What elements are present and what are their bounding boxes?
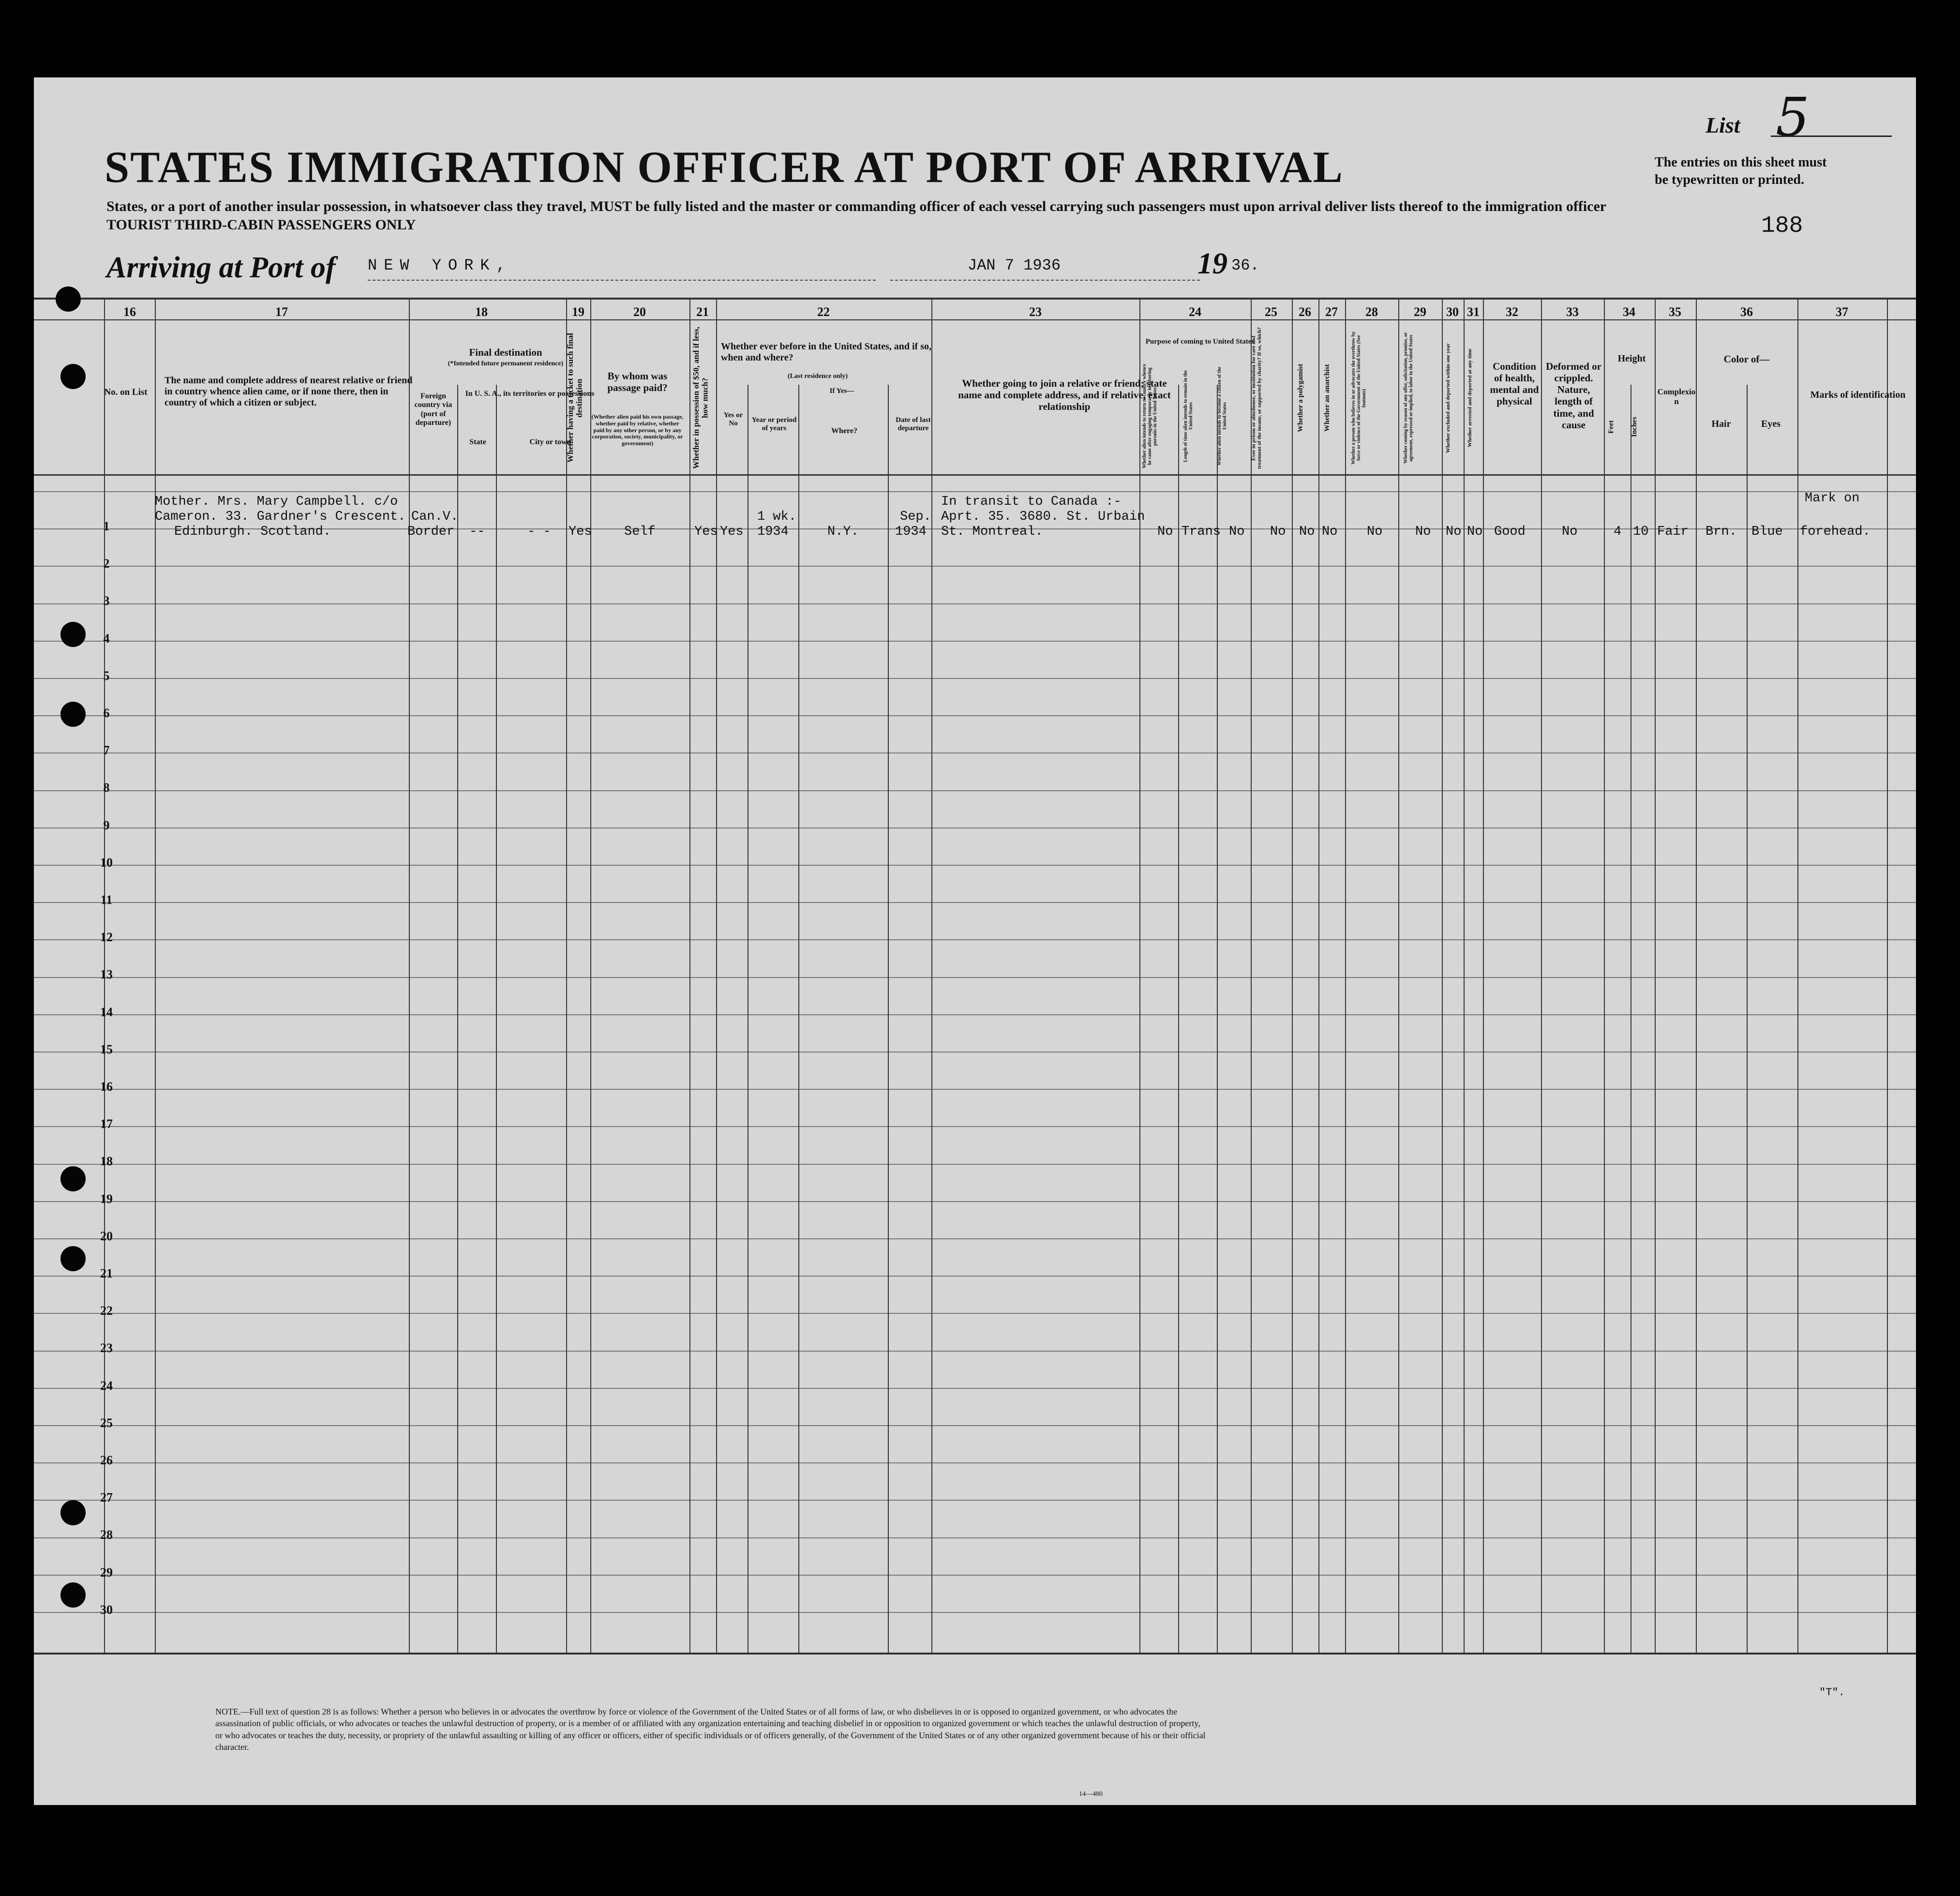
row-rule	[34, 641, 1916, 642]
year-prefix: 19	[1197, 247, 1227, 280]
col22-note: (Last residence only)	[787, 373, 848, 380]
col21-header: Whether in possession of $50, and if less, how much?	[691, 327, 710, 469]
row-number: 16	[100, 1080, 113, 1094]
column-number: 18	[475, 305, 488, 319]
row-number: 3	[103, 594, 110, 608]
column-number: 27	[1325, 305, 1338, 319]
column-number: 26	[1299, 305, 1311, 319]
feet-value: 4	[1614, 525, 1622, 539]
deformed-value: No	[1562, 525, 1578, 539]
col34-header: Height	[1617, 353, 1646, 364]
manifest-sheet	[34, 77, 1916, 1805]
binder-hole	[60, 1166, 86, 1191]
col29-header: Whether coming by reason of any offer, solicitation, promise, or agreement, expressed or implied, to labor in the United States	[1403, 332, 1414, 464]
footnote: NOTE.—Full text of question 28 is as follows: Whether a person who believes in or advocates the overthrow by force or violence of the Government of the United States or of all forms of law, or who disbelieves in or is opposed to organized government, or who advocates the assassination of public officials, or who advocates or teaches the unlawful destruction of property, or is a member of or affiliated with any organization entertaining and teaching disbelief in or opposition to organized government or which teaches the unlawful destruction of property, or who advocates or teaches the duty, necessity, or propriety of the unlawful assaulting or killing of any officer or officers, either of specific individuals or of officers generally, of the Government of the United States or of any other organized government because of his or their official character.	[215, 1707, 1206, 1752]
before-period-1: 1 wk.	[757, 510, 797, 524]
row-rule	[34, 902, 1916, 903]
column-rule	[590, 298, 591, 1653]
entries-note-2: be typewritten or printed.	[1655, 172, 1804, 187]
column-rule	[1483, 298, 1484, 1653]
city-value: - -	[527, 525, 551, 539]
row-number: 2	[103, 557, 110, 571]
health-value: Good	[1494, 525, 1526, 539]
col30-header: Whether excluded and deported within one year	[1445, 343, 1451, 453]
complexion-value: Fair	[1657, 525, 1689, 539]
row-rule	[34, 1313, 1916, 1314]
port-underline	[368, 280, 876, 281]
year-suffix: 36.	[1231, 256, 1259, 274]
marks-line-1: Mark on	[1805, 491, 1860, 506]
column-rule	[1398, 298, 1399, 1653]
column-number: 28	[1365, 305, 1378, 319]
row-number: 10	[100, 855, 113, 870]
column-number: 35	[1669, 305, 1681, 319]
foreign-country-2: Border	[407, 525, 455, 539]
column-number: 17	[275, 305, 288, 319]
col25-header: Ever in prison or almshouse, or institution for care and treatment of the insane, or supported by charity? If so, which?	[1251, 327, 1263, 469]
join-line-2: Aprt. 35. 3680. St. Urbain	[941, 510, 1145, 524]
column-rule	[1251, 298, 1252, 1653]
row-number: 6	[103, 706, 110, 720]
list-number: 5	[1776, 86, 1810, 148]
row-rule	[34, 1201, 1916, 1202]
col26-header: Whether a polygamist	[1297, 363, 1304, 433]
col35-header: Complexion	[1657, 387, 1696, 406]
row-rule	[34, 1164, 1916, 1165]
column-rule	[1345, 298, 1346, 1653]
column-number: 30	[1446, 305, 1459, 319]
row-rule	[34, 1126, 1916, 1127]
column-rule	[888, 385, 889, 1653]
row-rule	[34, 1351, 1916, 1352]
polygamist-value: No	[1299, 525, 1315, 539]
row-rule	[34, 1238, 1916, 1239]
column-rule	[1541, 298, 1542, 1653]
arrested-value: No	[1467, 525, 1483, 539]
column-number: 33	[1566, 305, 1579, 319]
header-bottom-rule	[34, 474, 1916, 476]
row-number: 12	[100, 930, 113, 945]
col24-header: Purpose of coming to United States	[1145, 338, 1255, 346]
row-rule	[34, 1089, 1916, 1090]
row-number: 5	[103, 668, 110, 683]
binder-hole	[56, 286, 81, 312]
col24c-header: Whether alien intends to become a citizen of the United States	[1217, 366, 1227, 466]
col16-header: No. on List	[104, 387, 148, 397]
labor-offer-value: No	[1415, 525, 1431, 539]
column-number: 36	[1740, 305, 1753, 319]
eyes-value: Blue	[1751, 525, 1783, 539]
column-rule	[798, 385, 799, 1653]
port-value: NEW YORK,	[368, 256, 512, 274]
column-rule	[409, 298, 410, 1653]
col22-where-header: Where?	[831, 427, 857, 435]
row-rule	[34, 1014, 1916, 1015]
col28-header: Whether a person who believes in or advocates the overthrow by force or violence of the Government of the United States (See footnote)	[1351, 331, 1367, 465]
row-rule	[34, 1052, 1916, 1053]
binder-hole	[60, 622, 86, 647]
column-number: 32	[1506, 305, 1518, 319]
row-number: 17	[100, 1117, 113, 1131]
page-title: STATES IMMIGRATION OFFICER AT PORT OF ARRIVAL	[105, 142, 1344, 192]
col22-header: Whether ever before in the United States, and if so, when and where?	[721, 341, 931, 363]
column-rule	[1747, 385, 1748, 1653]
before-yesno: Yes	[720, 525, 744, 539]
hair-value: Brn.	[1706, 525, 1737, 539]
binder-hole	[60, 364, 86, 389]
relative-line-3: Edinburgh. Scotland.	[174, 525, 331, 539]
row-rule	[34, 491, 1916, 492]
row-rule	[34, 1500, 1916, 1501]
column-rule	[1604, 298, 1605, 1653]
row-number: 11	[100, 893, 113, 907]
sheet-number: 188	[1761, 213, 1803, 239]
row-rule	[34, 1462, 1916, 1463]
table-bottom-border	[34, 1653, 1916, 1655]
row-rule	[34, 939, 1916, 940]
row-rule	[34, 566, 1916, 567]
col36-eyes-header: Eyes	[1761, 419, 1780, 429]
column-number: 22	[817, 305, 830, 319]
inches-value: 10	[1633, 525, 1649, 539]
row-number: 26	[100, 1453, 113, 1467]
table-top-border	[34, 298, 1916, 300]
row-number: 18	[100, 1154, 113, 1169]
col22-year-header: Year or period of years	[751, 416, 797, 433]
row-number: 27	[100, 1490, 113, 1505]
purpose-length: Trans	[1182, 525, 1221, 539]
row-rule	[34, 1388, 1916, 1389]
column-rule	[496, 385, 497, 1653]
subtitle-2: TOURIST THIRD-CABIN PASSENGERS ONLY	[106, 217, 416, 233]
ticket-value: Yes	[569, 525, 592, 539]
excluded-value: No	[1446, 525, 1462, 539]
sheet-code: "T".	[1819, 1686, 1845, 1699]
row-number: 15	[100, 1042, 113, 1056]
col22-yesno-header: Yes or No	[723, 411, 743, 428]
row-number: 20	[100, 1229, 113, 1243]
column-rule	[566, 298, 567, 1653]
column-rule	[1292, 298, 1293, 1653]
purpose-return: No	[1157, 525, 1173, 539]
col17-header: The name and complete address of nearest relative or friend in country whence alien came, or if none there, then in country of which a citizen or subject.	[165, 375, 413, 408]
column-number: 20	[633, 305, 646, 319]
col18-usa-header: In U. S. A., its territories or possessions	[465, 390, 595, 398]
row-number: 23	[100, 1341, 113, 1355]
join-line-1: In transit to Canada :-	[941, 495, 1122, 509]
column-rule	[457, 385, 458, 1653]
fifty-value: Yes	[694, 525, 718, 539]
date-value: JAN 7 1936	[968, 256, 1061, 274]
row-rule	[34, 1276, 1916, 1277]
col23-header: Whether going to join a relative or friend; state name and complete address, and if relative, exact relationship	[958, 377, 1171, 413]
column-rule	[1139, 298, 1140, 1653]
col22-date-header: Date of last departure	[896, 416, 931, 433]
column-rule	[716, 298, 717, 1653]
col27-header: Whether an anarchist	[1323, 364, 1331, 432]
list-label: List	[1706, 113, 1740, 137]
row-rule	[34, 715, 1916, 716]
paid-by-value: Self	[624, 525, 656, 539]
column-number: 19	[572, 305, 584, 319]
col20-note: (Whether alien paid his own passage, whether paid by relative, whether paid by any other person, or by any corporation, society, municipality, or government)	[591, 413, 684, 447]
row-number: 4	[103, 631, 110, 646]
row-rule	[34, 678, 1916, 679]
row-number: 22	[100, 1304, 113, 1318]
row-number: 9	[103, 818, 110, 832]
subtitle-1: States, or a port of another insular possession, in whatsoever class they travel, MUST be fully listed and the master or commanding officer of each vessel carrying such passengers must upon arrival deliver lists thereof to the immigration officer	[106, 198, 1607, 214]
before-period-2: 1934	[757, 525, 789, 539]
col19-header: Whether having a ticket to such final destination	[566, 333, 584, 463]
row-number: 8	[103, 781, 110, 795]
row-rule	[34, 603, 1916, 604]
col34-feet-header: Feet	[1607, 420, 1615, 434]
purpose-citizen: No	[1229, 525, 1245, 539]
col36-hair-header: Hair	[1711, 419, 1731, 429]
column-rule	[1464, 298, 1465, 1653]
entries-note-1: The entries on this sheet must	[1655, 155, 1827, 170]
col20-header: By whom was passage paid?	[607, 370, 668, 394]
col18-note: (*Intended future permanent residence)	[448, 360, 564, 367]
date-underline	[890, 280, 1200, 281]
column-rule	[1178, 385, 1179, 1653]
row-rule	[34, 865, 1916, 866]
row-rule	[34, 1612, 1916, 1613]
row-number: 13	[100, 967, 113, 982]
col34-inches-header: Inches	[1631, 417, 1638, 437]
column-number-rule	[34, 319, 1916, 320]
arriving-label: Arriving at Port of	[106, 251, 336, 284]
row-number: 29	[100, 1565, 113, 1580]
foreign-country-1: Can.V.	[411, 510, 459, 524]
binder-hole	[60, 1582, 86, 1608]
col22-ifyes: If Yes—	[829, 387, 854, 395]
row-number: 1	[103, 519, 110, 533]
binder-hole	[60, 1246, 86, 1271]
row-number: 19	[100, 1191, 113, 1206]
col24b-header: Length of time alien intends to remain in the United States	[1183, 370, 1194, 462]
row-number: 21	[100, 1266, 113, 1280]
before-date-1: Sep.	[900, 510, 931, 524]
list-underline	[1771, 135, 1892, 137]
column-number: 24	[1189, 305, 1201, 319]
binder-hole	[60, 702, 86, 727]
col37-header: Marks of identification	[1810, 390, 1906, 400]
col18-city-header: City or town	[529, 438, 571, 446]
column-rule	[1442, 298, 1443, 1653]
col18-state-header: State	[469, 438, 486, 446]
marks-line-2: forehead.	[1800, 525, 1870, 539]
col33-header: Deformed or crippled. Nature, length of time, and cause	[1546, 361, 1601, 431]
column-rule	[1696, 298, 1697, 1653]
row-number: 24	[100, 1378, 113, 1393]
row-rule	[34, 790, 1916, 791]
relative-line-2: Cameron. 33. Gardner's Crescent.	[155, 510, 406, 524]
overthrow-value: No	[1367, 525, 1383, 539]
row-rule	[34, 1425, 1916, 1426]
row-number: 30	[100, 1602, 113, 1617]
column-number: 31	[1467, 305, 1480, 319]
column-number: 21	[696, 305, 709, 319]
row-rule	[34, 1537, 1916, 1538]
column-rule	[1217, 385, 1218, 1653]
row-rule	[34, 752, 1916, 753]
column-number: 37	[1836, 305, 1848, 319]
column-number: 25	[1265, 305, 1277, 319]
row-rule	[34, 977, 1916, 978]
column-rule	[1318, 298, 1319, 1653]
column-rule	[1887, 298, 1888, 1653]
col24a-header: Whether alien intends to return to country whence he came after engaging temporarily in laboring pursuits in the United States	[1142, 364, 1158, 469]
state-value: --	[469, 525, 485, 539]
column-rule	[689, 298, 690, 1653]
column-number: 29	[1414, 305, 1426, 319]
row-number: 7	[103, 743, 110, 758]
form-number: 14—480	[1079, 1791, 1103, 1798]
column-rule	[1797, 298, 1798, 1653]
before-date-2: 1934	[895, 525, 927, 539]
col18-foreign-header: Foreign country via (port of departure)	[414, 392, 452, 427]
column-number: 34	[1623, 305, 1635, 319]
prison-value: No	[1270, 525, 1286, 539]
column-rule	[931, 298, 932, 1653]
row-number: 14	[100, 1005, 113, 1019]
column-number: 23	[1029, 305, 1042, 319]
row-number: 25	[100, 1415, 113, 1430]
anarchist-value: No	[1322, 525, 1338, 539]
row-rule	[34, 1575, 1916, 1576]
relative-line-1: Mother. Mrs. Mary Campbell. c/o	[155, 495, 398, 509]
join-line-3: St. Montreal.	[941, 525, 1043, 539]
binder-hole	[60, 1500, 86, 1525]
col32-header: Condition of health, mental and physical	[1490, 361, 1539, 407]
col18-header: Final destination	[469, 346, 542, 358]
col36-header: Color of—	[1723, 353, 1770, 365]
column-number: 16	[123, 305, 136, 319]
col31-header: Whether arrested and deported at any time	[1467, 348, 1473, 448]
before-where: N.Y.	[827, 525, 859, 539]
row-number: 28	[100, 1528, 113, 1542]
column-rule	[1655, 298, 1656, 1653]
